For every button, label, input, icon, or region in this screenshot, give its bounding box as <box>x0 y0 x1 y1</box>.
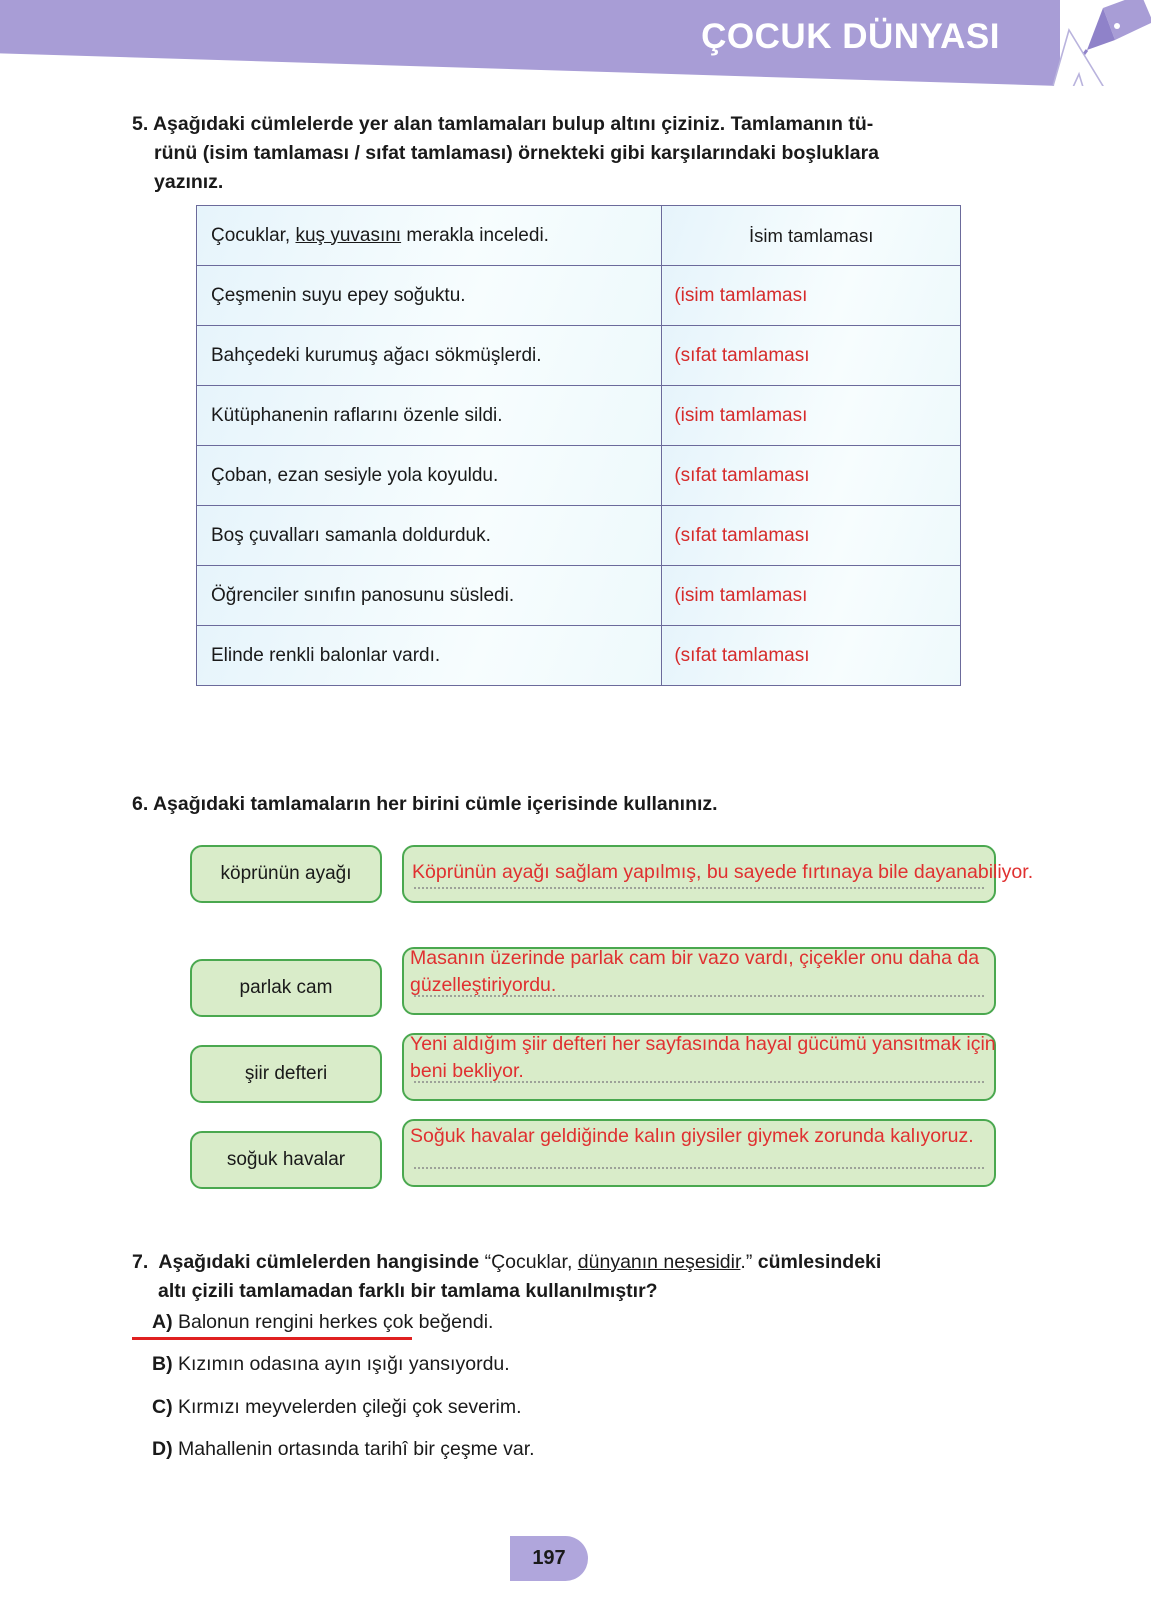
handwritten-answer-3: Yeni aldığım şiir defteri her sayfasında hayal gücümü yansıtmak için beni bekliyor. <box>410 1033 1002 1082</box>
chip-label: parlak cam <box>239 977 333 998</box>
option-b-letter: B) <box>152 1353 173 1376</box>
question-5-prompt <box>132 110 1012 197</box>
question-5-line-2: rünü (isim tamlaması / sıfat tamlaması) örnekteki gibi karşılarındaki boşluklara <box>154 141 880 164</box>
question-7-bold-3: altı çizili tamlamadan farklı bir tamlama kullanılmıştır? <box>158 1279 658 1302</box>
table-cell-answer[interactable]: (isim tamlaması <box>662 266 961 326</box>
sentence-underlined-part: kuş yuvasını <box>295 224 402 246</box>
question-6-number: 6. <box>132 793 149 815</box>
table-cell-sentence: Bahçedeki kurumuş ağacı sökmüşlerdi. <box>197 326 662 386</box>
table-cell-sentence: Çoban, ezan sesiyle yola koyuldu. <box>197 446 662 506</box>
table-row <box>197 506 961 566</box>
question-7-quote-underlined: dünyanın neşesidir <box>577 1251 741 1273</box>
question-7-number: 7. <box>132 1251 149 1273</box>
sentence-suffix: merakla inceledi. <box>401 224 549 246</box>
question-7-quote-open: “Çocuklar, <box>484 1251 578 1273</box>
table-row <box>197 566 961 626</box>
page-number: 197 <box>532 1547 566 1569</box>
chip-label: köprünün ayağı <box>220 863 352 884</box>
option-b-text: Kızımın odasına ayın ışığı yansıyordu. <box>178 1353 510 1376</box>
table-row <box>197 386 961 446</box>
phrase-chip-koprunun-ayagi <box>190 845 382 903</box>
table-cell-answer[interactable]: (sıfat tamlaması <box>662 326 961 386</box>
question-5-line-1: Aşağıdaki cümlelerde yer alan tamlamaları bulup altını çiziniz. Tamlamanın tü- <box>152 113 874 135</box>
red-answer-mark <box>132 1337 412 1340</box>
option-c[interactable] <box>152 1395 1052 1420</box>
question-7-quote-close: .” <box>740 1251 758 1273</box>
page-title: ÇOCUK DÜNYASI <box>701 17 1000 56</box>
option-b[interactable] <box>152 1352 1052 1377</box>
table-cell-sentence: Çeşmenin suyu epey soğuktu. <box>197 266 662 326</box>
table-cell-sentence: Kütüphanenin raflarını özenle sildi. <box>197 386 662 446</box>
handwritten-answer-2: Masanın üzerinde parlak cam bir vazo vardı, çiçekler onu daha da güzelleştiriyordu. <box>410 947 985 996</box>
table-row <box>197 206 961 266</box>
option-d[interactable] <box>152 1437 1052 1462</box>
question-7-prompt <box>132 1248 1032 1306</box>
table-cell-sentence: Boş çuvalları samanla doldurduk. <box>197 506 662 566</box>
table-cell-answer[interactable]: (isim tamlaması <box>662 566 961 626</box>
question-6-prompt <box>132 790 1012 819</box>
question-7-bold-2: cümlesindeki <box>757 1251 882 1273</box>
table-cell-sentence: Öğrenciler sınıfın panosunu süsledi. <box>197 566 662 626</box>
table-row <box>197 626 961 686</box>
table-row <box>197 266 961 326</box>
fountain-pen-icon <box>991 0 1151 86</box>
phrase-chip-parlak-cam <box>190 959 382 1017</box>
question-6-text: Aşağıdaki tamlamaların her birini cümle içerisinde kullanınız. <box>152 793 718 815</box>
question-5-number: 5. <box>132 113 149 135</box>
question-7-bold-1: Aşağıdaki cümlelerden hangisinde <box>158 1251 485 1273</box>
table-cell-answer[interactable]: (sıfat tamlaması <box>662 446 961 506</box>
page-header <box>0 0 1151 86</box>
option-c-letter: C) <box>152 1395 173 1418</box>
dotted-line <box>414 887 984 889</box>
question-5-line-3: yazınız. <box>154 170 224 193</box>
page-number-badge <box>510 1536 588 1581</box>
option-c-text: Kırmızı meyvelerden çileği çok severim. <box>178 1395 522 1418</box>
table-cell-sentence <box>197 206 662 266</box>
handwritten-answer-4: Soğuk havalar geldiğinde kalın giysiler giymek zorunda kalıyoruz. <box>410 1125 974 1147</box>
table-cell-sentence: Elinde renkli balonlar vardı. <box>197 626 662 686</box>
option-a-text: Balonun rengini herkes çok beğendi. <box>178 1311 494 1333</box>
table-row <box>197 446 961 506</box>
phrase-chip-siir-defteri <box>190 1045 382 1103</box>
handwritten-answer-1: Köprünün ayağı sağlam yapılmış, bu sayede fırtınaya bile dayanabiliyor. <box>412 861 1034 883</box>
table-cell-answer[interactable]: (isim tamlaması <box>662 386 961 446</box>
phrase-chip-soguk-havalar <box>190 1131 382 1189</box>
tamlama-table <box>196 205 961 686</box>
table-cell-answer[interactable]: (sıfat tamlaması <box>662 506 961 566</box>
sentence-prefix: Çocuklar, <box>211 224 296 246</box>
chip-label: şiir defteri <box>244 1063 328 1084</box>
option-d-letter: D) <box>152 1438 173 1461</box>
option-a[interactable] <box>152 1310 1052 1335</box>
table-cell-answer[interactable]: (sıfat tamlaması <box>662 626 961 686</box>
dotted-line <box>414 1167 984 1169</box>
table-row <box>197 326 961 386</box>
chip-label: soğuk havalar <box>226 1149 346 1170</box>
option-a-letter: A) <box>152 1311 173 1333</box>
option-d-text: Mahallenin ortasında tarihî bir çeşme var. <box>178 1438 535 1461</box>
table-cell-answer-example: İsim tamlaması <box>662 206 961 266</box>
question-7-options <box>152 1310 1052 1479</box>
